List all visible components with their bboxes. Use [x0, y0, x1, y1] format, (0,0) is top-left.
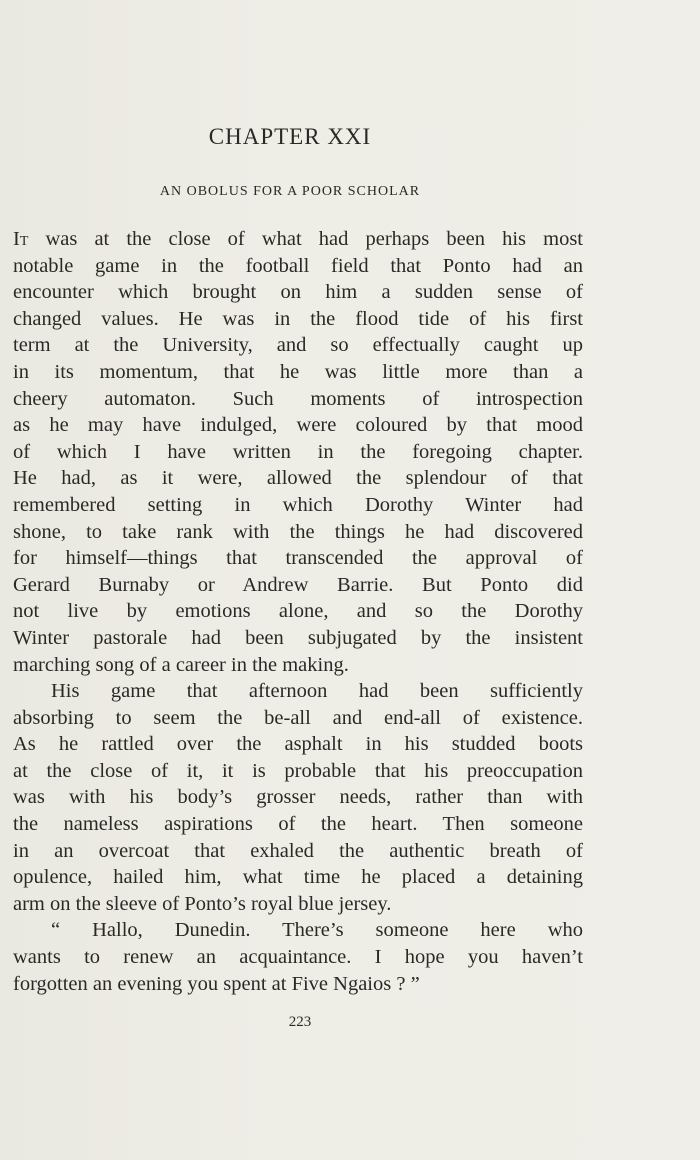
- text-line: term at the University, and so effectually caught up: [13, 334, 583, 357]
- drop-word: It: [13, 228, 29, 250]
- text-line: for himself—things that transcended the approval of: [13, 547, 583, 570]
- chapter-subtitle: AN OBOLUS FOR A POOR SCHOLAR: [159, 184, 421, 199]
- text-line: in its momentum, that he was little more than a: [13, 360, 583, 383]
- text-line: notable game in the football field that Ponto had an: [13, 254, 583, 277]
- text-line: Gerard Burnaby or Andrew Barrie. But Ponto did: [13, 573, 583, 596]
- text-line: It was at the close of what had perhaps been his most: [13, 228, 583, 250]
- chapter-title: CHAPTER XXI: [208, 124, 372, 149]
- body-text: [13, 226, 583, 997]
- text-line: opulence, hailed him, what time he placed a detaining: [13, 866, 583, 889]
- text-line: forgotten an evening you spent at Five Ngaios ? ”: [13, 972, 420, 995]
- text-line: changed values. He was in the flood tide of his first: [13, 307, 583, 330]
- text-line: remembered setting in which Dorothy Winter had: [13, 493, 583, 516]
- text-line: marching song of a career in the making.: [13, 653, 349, 676]
- text-line: of which I have written in the foregoing chapter.: [13, 440, 583, 463]
- text-line: shone, to take rank with the things he had discovered: [13, 520, 583, 543]
- text-line: He had, as it were, allowed the splendour of that: [13, 467, 583, 490]
- text-line: at the close of it, it is probable that his preoccupation: [13, 759, 583, 782]
- text-line: the nameless aspirations of the heart. Then someone: [13, 813, 583, 836]
- text-line: His game that afternoon had been sufficiently: [51, 680, 583, 703]
- text-line: in an overcoat that exhaled the authentic breath of: [13, 839, 583, 862]
- text-line: encounter which brought on him a sudden sense of: [13, 281, 583, 304]
- text-line: As he rattled over the asphalt in his studded boots: [13, 733, 583, 756]
- text-line: cheery automaton. Such moments of introspection: [13, 387, 583, 410]
- text-line: as he may have indulged, were coloured by that mood: [13, 414, 583, 437]
- text-line: arm on the sleeve of Ponto’s royal blue jersey.: [13, 892, 392, 915]
- text-line: Winter pastorale had been subjugated by the insistent: [13, 626, 583, 649]
- text-line: wants to renew an acquaintance. I hope you haven’t: [13, 946, 583, 969]
- text-line: absorbing to seem the be-all and end-all of existence.: [13, 706, 583, 729]
- text-line: not live by emotions alone, and so the Dorothy: [13, 600, 583, 623]
- text-line: was with his body’s grosser needs, rather than with: [13, 786, 583, 809]
- text-line: “ Hallo, Dunedin. There’s someone here who: [51, 919, 583, 942]
- page-number: 223: [288, 1014, 312, 1030]
